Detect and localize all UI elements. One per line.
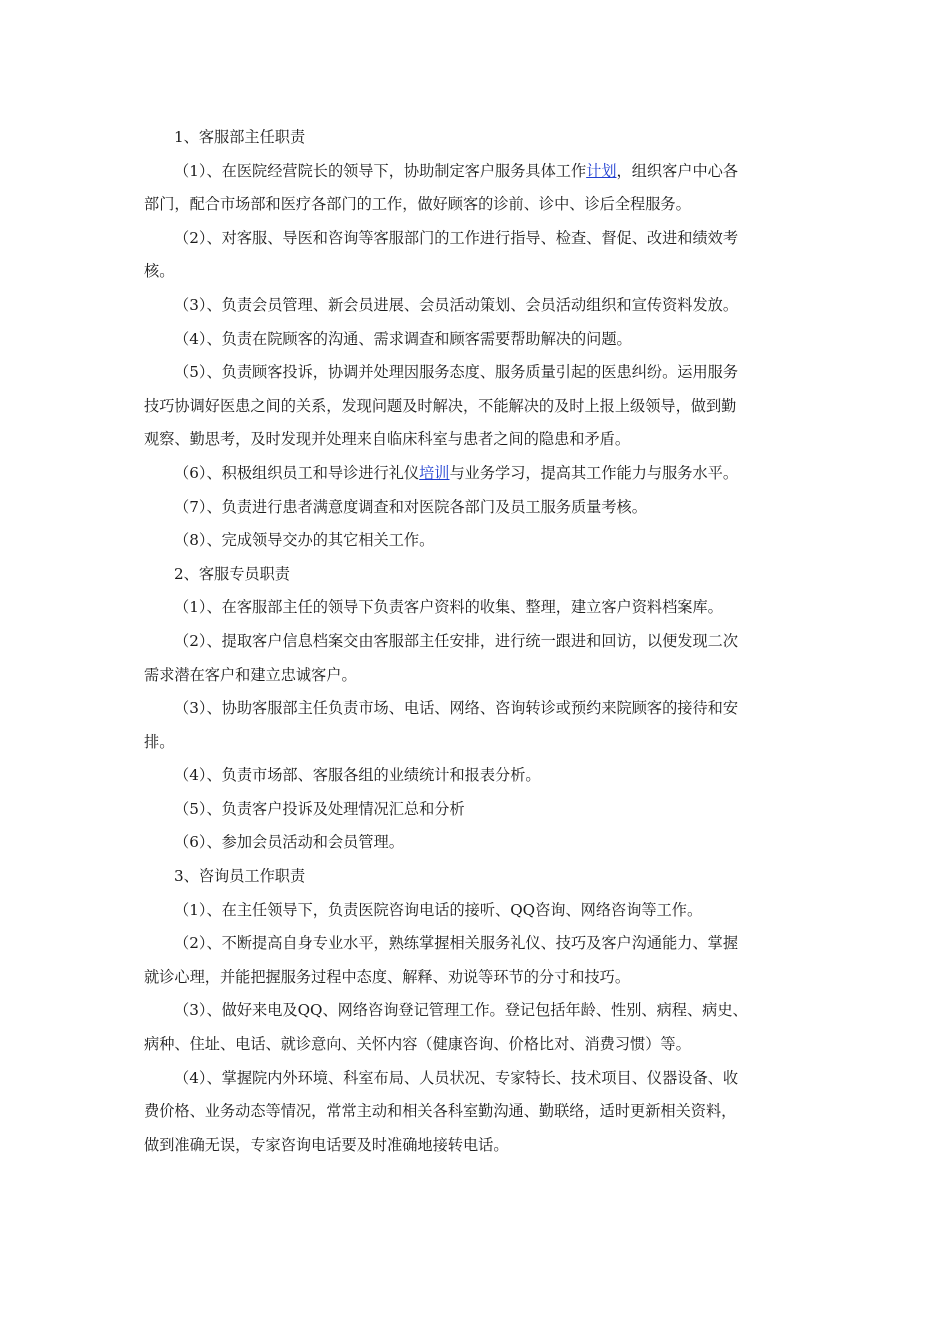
paragraph-line: （2）、不断提高自身专业水平，熟练掌握相关服务礼仪、技巧及客户沟通能力、掌握 — [174, 934, 739, 953]
paragraph-line: （4）、负责在院顾客的沟通、需求调查和顾客需要帮助解决的问题。 — [174, 329, 632, 348]
hyperlink[interactable]: 计划 — [586, 161, 617, 180]
section-heading: 3、咨询员工作职责 — [174, 867, 306, 886]
text-span: （6）、积极组织员工和导诊进行礼仪 — [174, 463, 420, 482]
hyperlink[interactable]: 培训 — [419, 463, 450, 482]
text-span: （1）、在医院经营院长的领导下，协助制定客户服务具体工作 — [174, 161, 587, 180]
paragraph-line: （1）、在主任领导下，负责医院咨询电话的接听、QQ咨询、网络咨询等工作。 — [174, 900, 703, 919]
paragraph-line: （3）、负责会员管理、新会员进展、会员活动策划、会员活动组织和宣传资料发放。 — [174, 295, 739, 314]
paragraph-line: 部门，配合市场部和医疗各部门的工作，做好顾客的诊前、诊中、诊后全程服务。 — [144, 195, 691, 214]
paragraph-line: 技巧协调好医患之间的关系，发现问题及时解决，不能解决的及时上报上级领导，做到勤 — [144, 396, 737, 415]
document-body — [144, 121, 814, 1162]
paragraph-line: （7）、负责进行患者满意度调查和对医院各部门及员工服务质量考核。 — [174, 497, 647, 516]
paragraph-line: （2）、对客服、导医和咨询等客服部门的工作进行指导、检查、督促、改进和绩效考 — [174, 228, 739, 247]
paragraph-line — [144, 457, 814, 491]
paragraph-line: （4）、掌握院内外环境、科室布局、人员状况、专家特长、技术项目、仪器设备、收 — [174, 1068, 739, 1087]
paragraph-line: （4）、负责市场部、客服各组的业绩统计和报表分析。 — [174, 766, 541, 785]
paragraph-line: （2）、提取客户信息档案交由客服部主任安排，进行统一跟进和回访，以便发现二次 — [174, 631, 739, 650]
paragraph-line: （5）、负责顾客投诉，协调并处理因服务态度、服务质量引起的医患纠纷。运用服务 — [174, 363, 739, 382]
paragraph-line: 病种、住址、电话、就诊意向、关怀内容（健康咨询、价格比对、消费习惯）等。 — [144, 1035, 691, 1054]
paragraph-line: 观察、勤思考，及时发现并处理来自临床科室与患者之间的隐患和矛盾。 — [144, 430, 630, 449]
paragraph-line: （3）、做好来电及QQ、网络咨询登记管理工作。登记包括年龄、性别、病程、病史、 — [174, 1001, 748, 1020]
paragraph-line: 做到准确无误，专家咨询电话要及时准确地接转电话。 — [144, 1135, 509, 1154]
paragraph-line: 核。 — [144, 262, 175, 281]
paragraph-line: （1）、在客服部主任的领导下负责客户资料的收集、整理，建立客户资料档案库。 — [174, 598, 723, 617]
paragraph-line: 就诊心理，并能把握服务过程中态度、解释、劝说等环节的分寸和技巧。 — [144, 967, 630, 986]
paragraph-line: （6）、参加会员活动和会员管理。 — [174, 833, 404, 852]
paragraph-line — [144, 155, 814, 189]
paragraph-line: （3）、协助客服部主任负责市场、电话、网络、咨询转诊或预约来院顾客的接待和安 — [174, 699, 739, 718]
paragraph-line: 排。 — [144, 732, 175, 751]
paragraph-line: （8）、完成领导交办的其它相关工作。 — [174, 531, 435, 550]
section-heading: 1、客服部主任职责 — [174, 128, 306, 146]
text-span: 与业务学习，提高其工作能力与服务水平。 — [449, 463, 739, 482]
paragraph-line: （5）、负责客户投诉及处理情况汇总和分析 — [174, 799, 465, 818]
paragraph-line: 费价格、业务动态等情况，常常主动和相关各科室勤沟通、勤联络，适时更新相关资料， — [144, 1102, 737, 1121]
paragraph-line: 需求潜在客户和建立忠诚客户。 — [144, 665, 357, 684]
section-heading: 2、客服专员职责 — [174, 564, 290, 583]
text-span: ，组织客户中心各 — [616, 161, 739, 180]
